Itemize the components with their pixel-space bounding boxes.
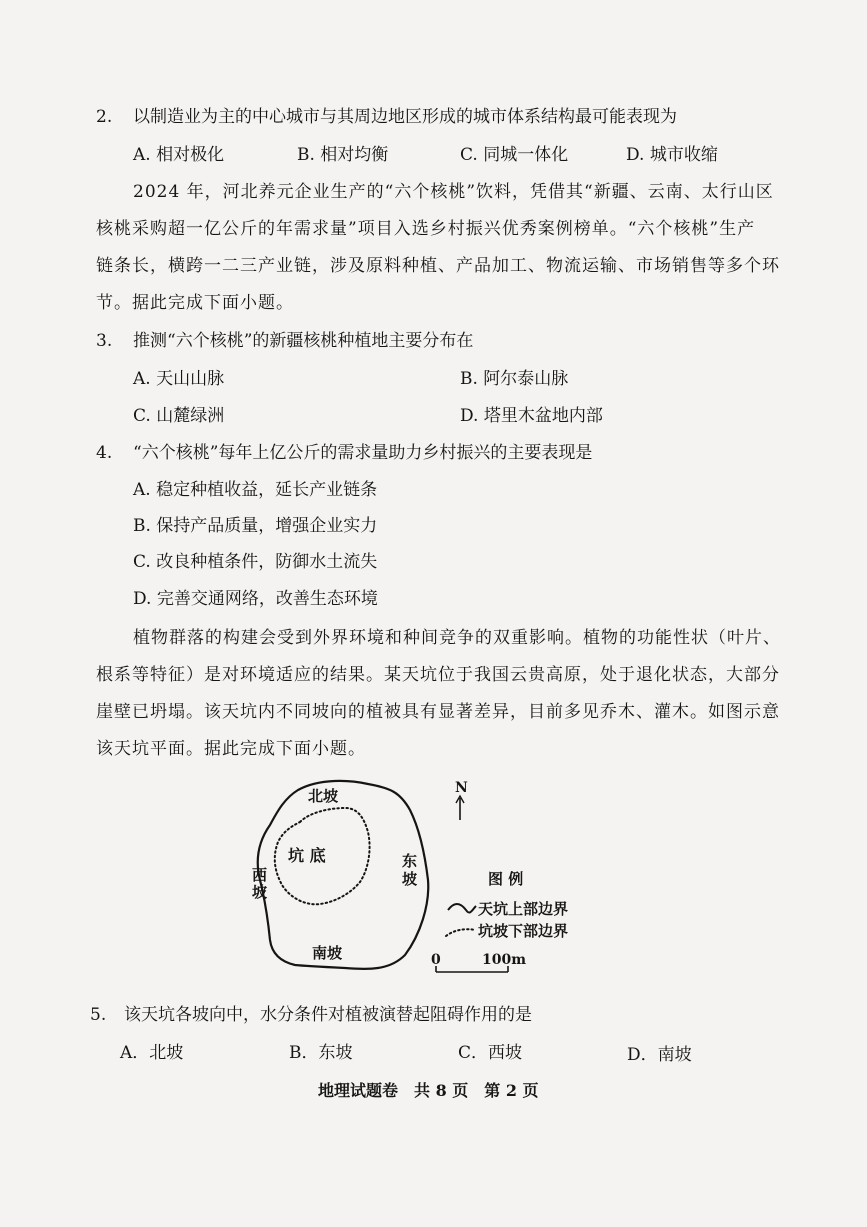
question-4-option-b: B. 保持产品质量，增强企业实力 [133, 516, 378, 536]
passage-2-line-4: 该天坑平面。据此完成下面小题。 [96, 739, 366, 759]
legend-lower-line-icon [446, 929, 476, 936]
south-slope-label: 南坡 [312, 944, 343, 962]
passage-1-line-3: 链条长，横跨一二三产业链，涉及原料种植、产品加工、物流运输、市场销售等多个环 [96, 256, 780, 276]
question-3-option-b: B. 阿尔泰山脉 [460, 369, 569, 389]
question-2-option-a: A. 相对极化 [133, 145, 225, 165]
question-3-option-c: C. 山麓绿洲 [133, 406, 225, 426]
scale-zero: 0 [431, 952, 441, 968]
question-4-option-d: D. 完善交通网络，改善生态环境 [133, 589, 378, 609]
north-slope-label: 北坡 [308, 787, 339, 805]
passage-1-line-1: 2024 年，河北养元企业生产的“六个核桃”饮料，凭借其“新疆、云南、太行山区 [133, 182, 774, 202]
west-slope-label-1: 西 [252, 866, 268, 884]
legend-upper-line-icon [448, 904, 476, 913]
passage-2-line-1: 植物群落的构建会受到外界环境和种间竞争的双重影响。植物的功能性状（叶片、 [133, 628, 781, 648]
passage-2-line-3: 崖壁已坍塌。该天坑内不同坡向的植被具有显著差异，目前多见乔木、灌木。如图示意 [96, 702, 780, 722]
question-4-option-a: A. 稳定种植收益，延长产业链条 [133, 480, 378, 500]
question-3-option-d: D. 塔里木盆地内部 [460, 406, 603, 426]
question-4-number: 4. [96, 443, 113, 463]
question-5-option-a: A．北坡 [120, 1043, 184, 1063]
question-3-number: 3. [96, 331, 113, 351]
passage-1-line-4: 节。据此完成下面小题。 [96, 293, 294, 313]
scale-end: 100m [482, 952, 527, 968]
question-2-number: 2. [96, 107, 113, 127]
question-4-option-c: C. 改良种植条件，防御水土流失 [133, 552, 378, 572]
passage-2-line-2: 根系等特征）是对环境适应的结果。某天坑位于我国云贵高原，处于退化状态，大部分 [96, 665, 780, 685]
west-slope-label-2: 坡 [252, 883, 268, 901]
east-slope-label-2: 坡 [402, 870, 418, 888]
question-2-option-c: C. 同城一体化 [460, 145, 569, 165]
page-footer: 地理试题卷 共 8 页 第 2 页 [318, 1081, 539, 1100]
question-5-option-c: C．西坡 [458, 1043, 523, 1063]
east-slope-label-1: 东 [402, 852, 418, 870]
question-5-number: 5. [90, 1005, 107, 1025]
legend-lower-label: 坑坡下部边界 [478, 922, 569, 940]
passage-1-line-2: 核桃采购超一亿公斤的年需求量”项目入选乡村振兴优秀案例榜单。“六个核桃”生产 [96, 219, 756, 239]
question-5-stem: 该天坑各坡向中，水分条件对植被演替起阻碍作用的是 [124, 1005, 532, 1025]
question-2-option-d: D. 城市收缩 [626, 145, 718, 165]
question-5-option-d: D．南坡 [627, 1045, 692, 1065]
north-arrow-label: N [455, 780, 468, 796]
question-3-stem: 推测“六个核桃”的新疆核桃种植地主要分布在 [133, 331, 474, 351]
legend-title: 图 例 [488, 870, 524, 888]
question-3-option-a: A. 天山山脉 [133, 369, 225, 389]
question-4-stem: “六个核桃”每年上亿公斤的需求量助力乡村振兴的主要表现是 [133, 443, 593, 463]
sinkhole-map [240, 770, 600, 990]
bottom-label: 坑 底 [288, 846, 326, 865]
question-2-stem: 以制造业为主的中心城市与其周边地区形成的城市体系结构最可能表现为 [133, 107, 677, 127]
legend-upper-label: 天坑上部边界 [478, 900, 569, 918]
question-5-option-b: B．东坡 [289, 1043, 353, 1063]
question-2-option-b: B. 相对均衡 [297, 145, 389, 165]
